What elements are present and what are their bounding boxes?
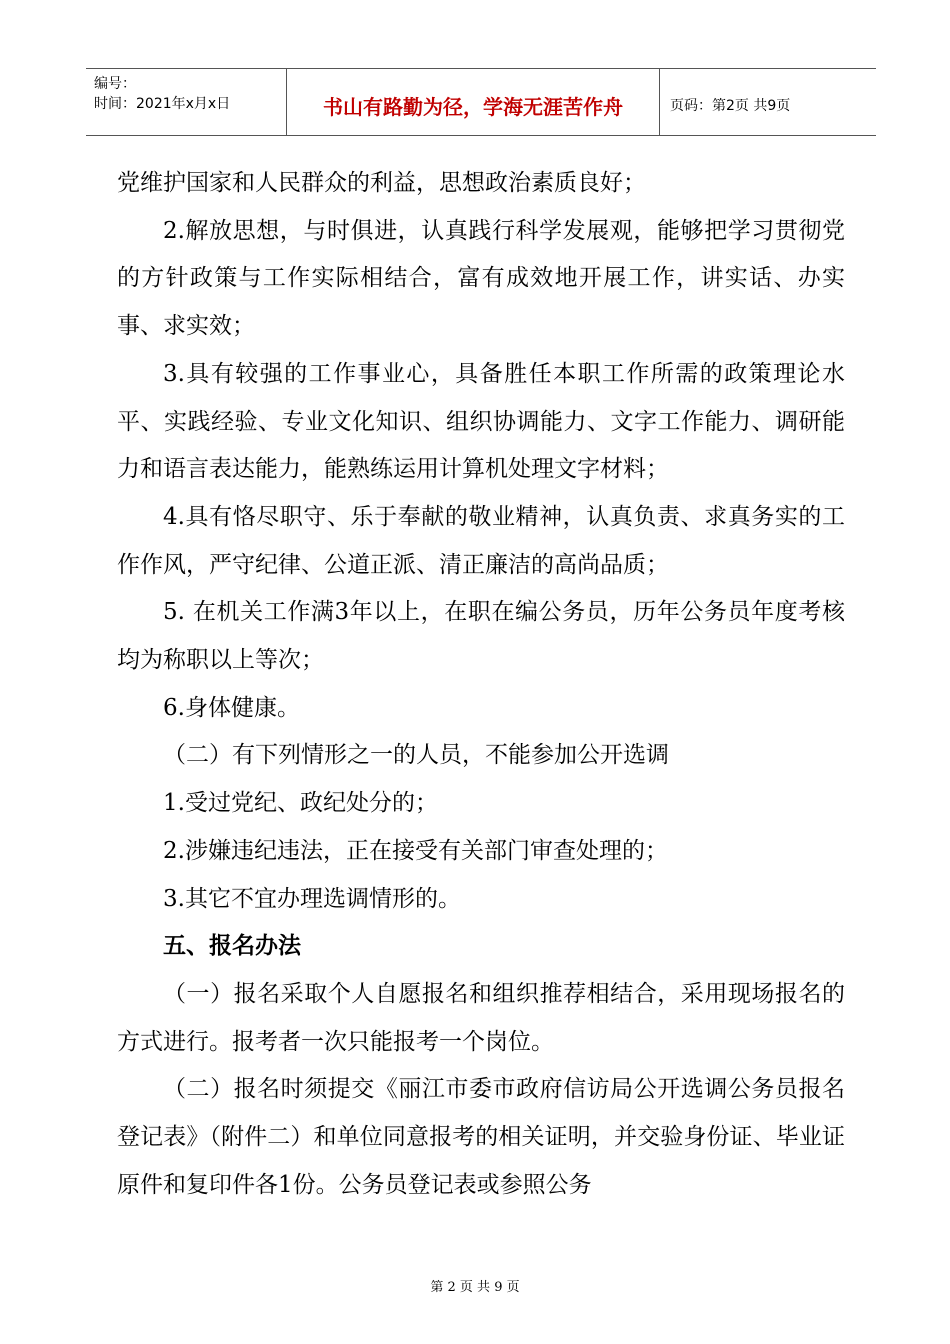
body-paragraph: （一）报名采取个人自愿报名和组织推荐相结合，采用现场报名的方式进行。报考者一次只能报考一个岗位。: [117, 980, 845, 1055]
header-page-cell: [660, 69, 876, 135]
body-paragraph: （二）有下列情形之一的人员，不能参加公开选调: [163, 742, 669, 769]
body-paragraph: 2.涉嫌违纪违法，正在接受有关部门审查处理的；: [163, 837, 668, 864]
body-paragraph: 5. 在机关工作满3年以上，在职在编公务员，历年公务员年度考核均为称职以上等次；: [117, 599, 845, 674]
page-footer: 第 2 页 共 9 页: [430, 1280, 520, 1295]
body-paragraph: 6.身体健康。: [163, 694, 300, 721]
document-body: [117, 160, 845, 1209]
document-header: [86, 68, 876, 136]
header-slogan-cell: [287, 69, 660, 135]
body-paragraph: 4.具有恪尽职守、乐于奉献的敬业精神，认真负责、求真务实的工作作风，严守纪律、公道正派、清正廉洁的高尚品质；: [117, 503, 845, 578]
time-label: 时间：2021年x月x日: [94, 96, 231, 112]
body-paragraph: 2.解放思想，与时俱进，认真践行科学发展观，能够把学习贯彻党的方针政策与工作实际相结合，富有成效地开展工作，讲实话、办实事、求实效；: [117, 217, 845, 340]
body-paragraph: 1.受过党纪、政纪处分的；: [163, 790, 438, 817]
header-page-label: 页码：第2页 共9页: [670, 98, 791, 114]
body-paragraph: （二）报名时须提交《丽江市委市政府信访局公开选调公务员报名登记表》（附件二）和单位同意报考的相关证明，并交验身份证、毕业证原件和复印件各1份。公务员登记表或参照公务: [117, 1076, 845, 1198]
body-paragraph: 3.具有较强的工作事业心，具备胜任本职工作所需的政策理论水平、实践经验、专业文化知识、组织协调能力、文字工作能力、调研能力和语言表达能力，能熟练运用计算机处理文字材料；: [117, 360, 845, 483]
section-heading: 五、报名办法: [163, 933, 301, 960]
number-label: 编号：: [94, 76, 136, 92]
header-meta-cell: [86, 69, 287, 135]
header-slogan: 书山有路勤为径，学海无涯苦作舟: [323, 95, 623, 119]
body-paragraph: 3.其它不宜办理选调情形的。: [163, 885, 461, 912]
body-paragraph: 党维护国家和人民群众的利益，思想政治素质良好；: [117, 170, 646, 196]
